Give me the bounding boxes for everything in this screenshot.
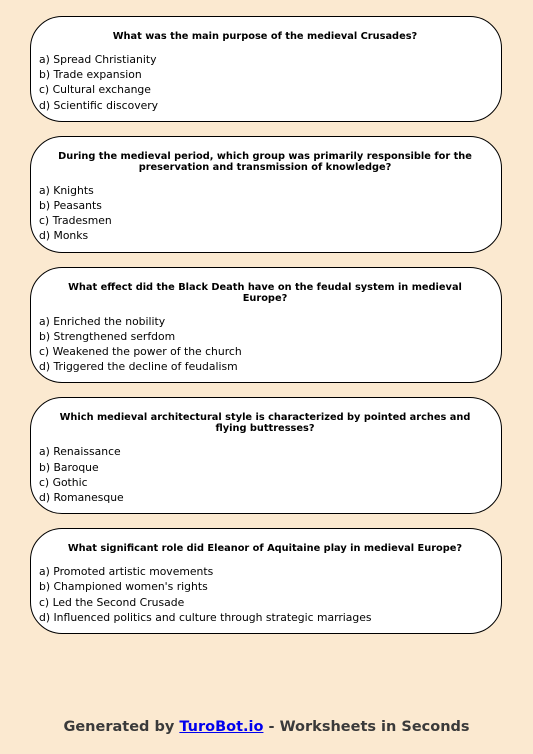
option-d: d) Scientific discovery bbox=[39, 98, 159, 112]
option-d: d) Triggered the decline of feudalism bbox=[39, 360, 238, 374]
option-list bbox=[39, 444, 491, 505]
option-c: c) Gothic bbox=[39, 475, 88, 489]
option-b: b) Peasants bbox=[39, 199, 102, 213]
option-a: a) Knights bbox=[39, 183, 94, 197]
footer-prefix: Generated by bbox=[63, 719, 180, 735]
option-b: b) Strengthened serfdom bbox=[39, 329, 176, 343]
question-text: What effect did the Black Death have on the feudal system in medieval Europe? bbox=[68, 281, 462, 304]
footer bbox=[0, 719, 533, 735]
question-card bbox=[30, 267, 502, 384]
option-a: a) Enriched the nobility bbox=[39, 314, 166, 328]
option-list bbox=[39, 564, 491, 625]
option-d: d) Romanesque bbox=[39, 491, 124, 505]
question-card bbox=[30, 136, 502, 253]
option-a: a) Spread Christianity bbox=[39, 53, 157, 66]
option-a: a) Renaissance bbox=[39, 445, 121, 459]
question-list bbox=[30, 16, 502, 648]
option-a: a) Promoted artistic movements bbox=[39, 565, 214, 579]
option-list bbox=[39, 183, 491, 244]
option-b: b) Baroque bbox=[39, 460, 99, 474]
option-d: d) Monks bbox=[39, 229, 89, 243]
option-c: c) Cultural exchange bbox=[39, 83, 151, 97]
question-card bbox=[30, 397, 502, 514]
question-card bbox=[30, 16, 502, 122]
option-list bbox=[39, 314, 491, 375]
footer-suffix: - Worksheets in Seconds bbox=[263, 719, 470, 735]
option-b: b) Championed women's rights bbox=[39, 580, 208, 594]
question-text: What was the main purpose of the medieval Crusades? bbox=[112, 31, 418, 42]
turobot-link[interactable]: TuroBot.io bbox=[179, 719, 264, 735]
question-text: Which medieval architectural style is characterized by pointed arches and flying buttresses? bbox=[59, 412, 471, 435]
option-b: b) Trade expansion bbox=[39, 68, 142, 82]
question-card bbox=[30, 528, 502, 634]
option-list bbox=[39, 52, 491, 113]
option-c: c) Tradesmen bbox=[39, 214, 112, 228]
option-d: d) Influenced politics and culture through strategic marriages bbox=[39, 610, 372, 624]
option-c: c) Led the Second Crusade bbox=[39, 595, 185, 609]
question-text: What significant role did Eleanor of Aquitaine play in medieval Europe? bbox=[67, 543, 463, 555]
question-text: During the medieval period, which group was primarily responsible for the preservation and transmission of knowledge? bbox=[58, 150, 472, 173]
option-c: c) Weakened the power of the church bbox=[39, 345, 242, 359]
